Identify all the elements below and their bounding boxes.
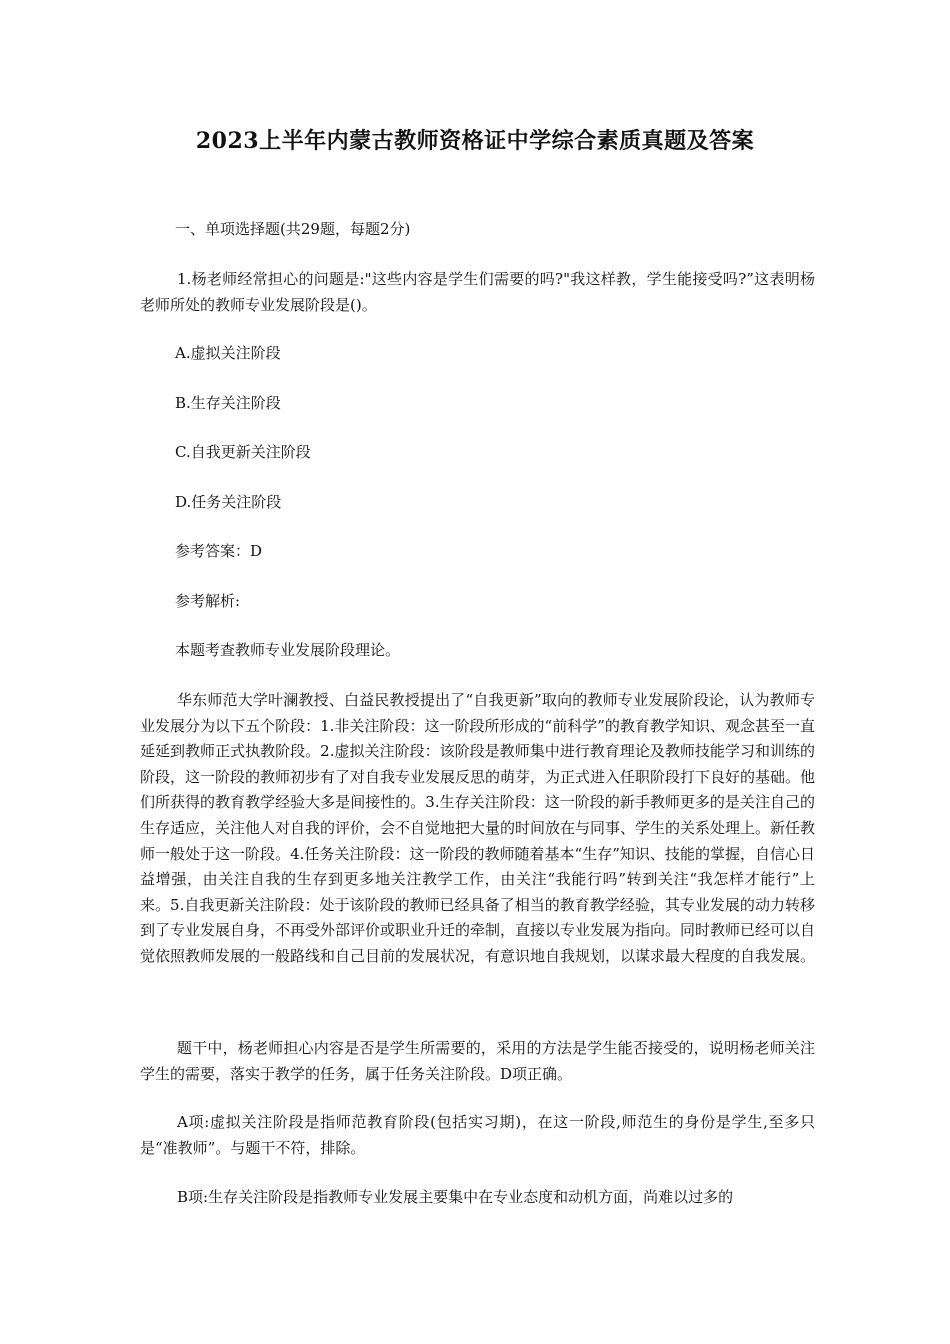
analysis-option-a-paragraph: A项:虚拟关注阶段是指师范教育阶段(包括实习期)，在这一阶段,师范生的身份是学生,至多只是“准教师”。与题干不符，排除。 xyxy=(140,1113,815,1157)
analysis-label: 参考解析: xyxy=(175,592,241,610)
option-a: A.虚拟关注阶段 xyxy=(175,344,281,362)
analysis-stem-paragraph: 题干中，杨老师担心内容是否是学生所需要的，采用的方法是学生能否接受的，说明杨老师关注学生的需要，落实于教学的任务，属于任务关注阶段。D项正确。 xyxy=(140,1039,815,1083)
option-d: D.任务关注阶段 xyxy=(175,493,282,511)
analysis-theory-paragraph: 华东师范大学叶澜教授、白益民教授提出了“自我更新”取向的教师专业发展阶段论，认为教师专业发展分为以下五个阶段：1.非关注阶段：这一阶段所形成的“前科学”的教育教学知识、观念甚至一直延延到教师正式执教阶段。2.虚拟关注阶段：该阶段是教师集中进行教育理论及教师技能学习和训练的阶段，这一阶段的教师初步有了对自我专业发展反思的萌芽，为正式进入任职阶段打下良好的基础。他们所获得的教育教学经验大多是间接性的。3.生存关注阶段：这一阶段的新手教师更多的是关注自己的生存适应，关注他人对自我的评价，会不自觉地把大量的时间放在与同事、学生的关系处理上。新任教师一般处于这一阶段。4.任务关注阶段：这一阶段的教师随着基本“生存”知识、技能的掌握，自信心日益增强，由关注自我的生存到更多地关注教学工作，由关注“我能行吗”转到关注“我怎样才能行”上来。5.自我更新关注阶段：处于该阶段的教师已经具备了相当的教育教学经验，其专业发展的动力转移到了专业发展自身，不再受外部评价或职业升迁的牵制，直接以专业发展为指向。同时教师已经可以自觉依照教师发展的一般路线和自己目前的发展状况，有意识地自我规划，以谋求最大程度的自我发展。 xyxy=(140,691,816,965)
section-heading: 一、单项选择题(共29题，每题2分) xyxy=(175,220,411,238)
analysis-intro: 本题考查教师专业发展阶段理论。 xyxy=(175,641,401,659)
analysis-option-b-paragraph: B项:生存关注阶段是指教师专业发展主要集中在专业态度和动机方面，尚难以过多的 xyxy=(177,1188,734,1206)
option-b: B.生存关注阶段 xyxy=(175,394,281,412)
answer-text: 参考答案：D xyxy=(175,542,263,560)
question-text: 1.杨老师经常担心的问题是:"这些内容是学生们需要的吗?"我这样教，学生能接受吗?”这表明杨老师所处的教师专业发展阶段是()。 xyxy=(140,270,815,314)
option-c: C.自我更新关注阶段 xyxy=(175,443,311,461)
document-title: 2023上半年内蒙古教师资格证中学综合素质真题及答案 xyxy=(195,128,755,154)
